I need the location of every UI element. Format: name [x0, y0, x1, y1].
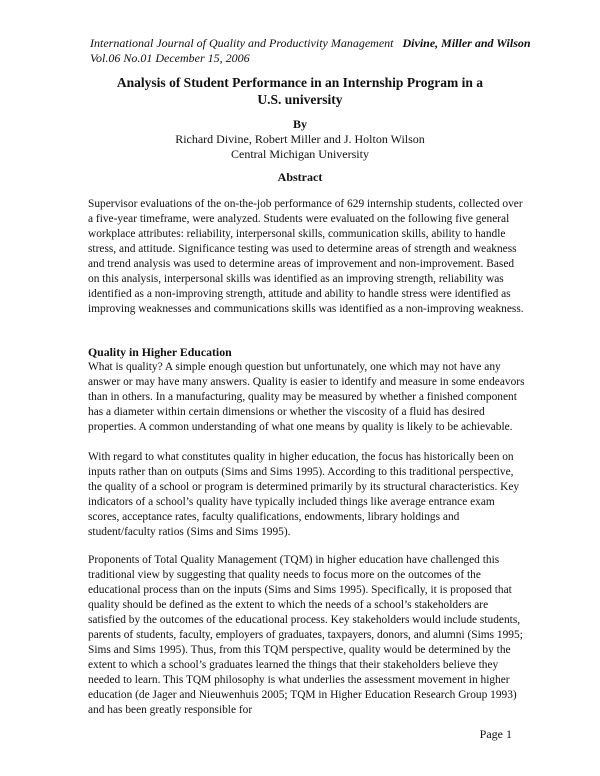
by-label: By	[292, 117, 307, 131]
page-number: Page 1	[479, 727, 512, 741]
abstract-body	[88, 197, 528, 317]
section-paragraph-2	[88, 450, 528, 540]
title-line-1: Analysis of Student Performance in an Internship Program in a	[116, 75, 484, 90]
section-paragraph-1	[88, 360, 528, 435]
paragraph-text: With regard to what constitutes quality in higher education, the focus has historically been on inputs rather than on outputs (Sims and Sims 1995). According to this traditional perspective, the quality of a school or program is determined primarily by its structural characteristics. Key indicators of a school’s quality have typically included things like average entrance exam scores, acceptance rates, faculty qualifications, endowments, library holdings and student/faculty ratios (Sims and Sims 1995).	[88, 451, 520, 538]
running-header	[90, 36, 531, 66]
section-paragraph-3	[88, 553, 528, 718]
author-names: Richard Divine, Robert Miller and J. Holton Wilson	[175, 132, 425, 146]
abstract-heading: Abstract	[277, 170, 323, 184]
section-heading: Quality in Higher Education	[88, 345, 232, 359]
volume-info: Vol.06 No.01 December 15, 2006	[90, 51, 250, 65]
paragraph-text: What is quality? A simple enough question but unfortunately, one which may not have any answer or may have many answers. Quality is easier to identify and measure in some endeavors than in others. In a manufacturing, quality may be measured by whether a finished component has a diameter within certain dimensions or whether the viscosity of a fluid has desired properties. A common understanding of what one means by quality is likely to be achievable.	[88, 361, 525, 433]
journal-name: International Journal of Quality and Productivity Management	[90, 36, 394, 50]
paper-title	[0, 74, 600, 108]
author-affiliation: Central Michigan University	[231, 147, 369, 161]
paragraph-text: Proponents of Total Quality Management (TQM) in higher education have challenged this traditional view by suggesting that quality needs to focus more on the outcomes of the educational process than on the inputs (Sims and Sims 1995). Specifically, it is proposed that quality should be defined as the extent to which the needs of a school’s stakeholders are satisfied by the outcomes of the educational process. Key stakeholders would include students, parents of students, faculty, employers of graduates, taxpayers, donors, and alumni (Sims 1995; Sims and Sims 1995). Thus, from this TQM perspective, quality would be determined by the extent to which a school’s graduates learned the things that their stakeholders believe they needed to learn. This TQM philosophy is what underlies the assessment movement in higher education (de Jager and Nieuwenhuis 2005; TQM in Higher Education Research Group 1993) and has been greatly responsible for	[88, 554, 523, 716]
abstract-text: Supervisor evaluations of the on-the-job performance of 629 internship students, collected over a five-year timeframe, were analyzed. Students were evaluated on the following five general workplace attributes: reliability, interpersonal skills, communication skills, ability to handle stress, and attitude. Significance testing was used to determine areas of strength and weakness and trend analysis was used to determine areas of improvement and non-improvement. Based on this analysis, interpersonal skills was identified as an improving strength, reliability was identified as a non-improving strength, attitude and ability to handle stress were identified as improving weaknesses and communications skills was identified as a non-improving weakness.	[88, 198, 524, 315]
title-line-2: U.S. university	[257, 92, 343, 107]
header-authors: Divine, Miller and Wilson	[402, 36, 531, 50]
